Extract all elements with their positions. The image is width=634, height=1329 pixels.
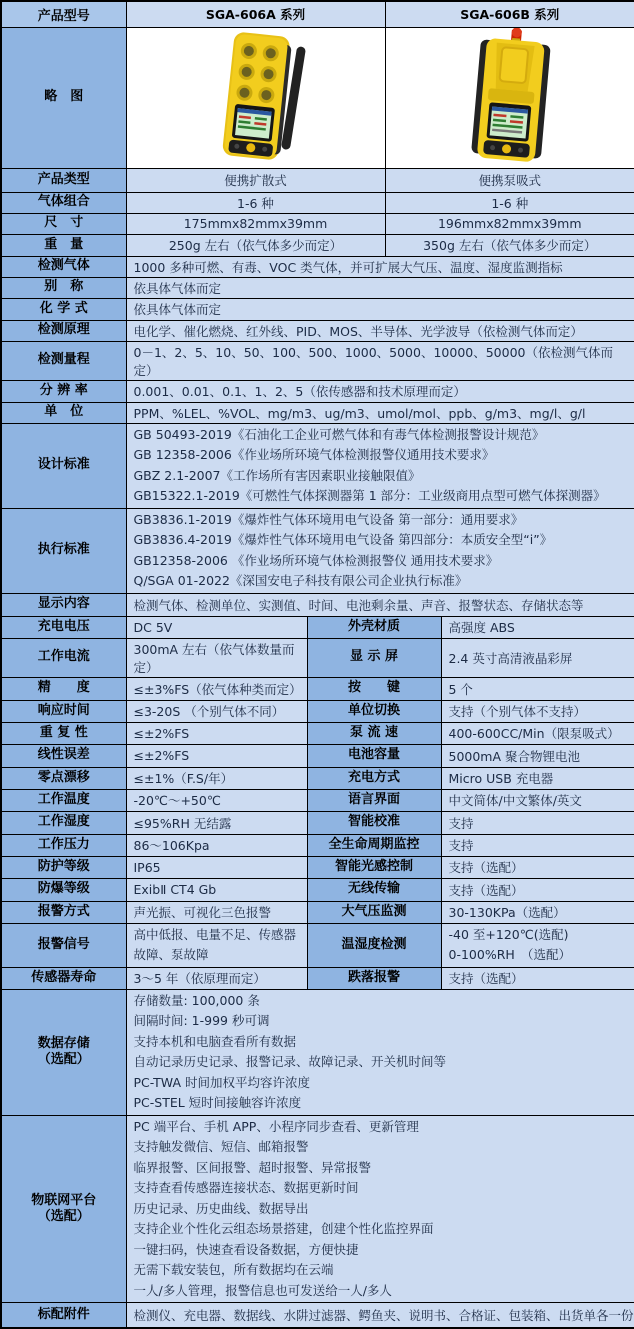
standard-line: GBZ 2.1-2007《工作场所有害因素职业接触限值》 (133, 467, 421, 483)
row-label-2: 充电方式 (307, 767, 441, 789)
row-label: 气体组合 (1, 192, 126, 213)
row-value-2: 中文简体/中文繁体/英文 (441, 789, 634, 811)
device-a-image-cell (126, 27, 385, 168)
row-product-type (1, 168, 634, 192)
iot-platform-list (126, 1115, 634, 1303)
row-label-2: 外壳材质 (307, 616, 441, 638)
row-execution-standards (1, 508, 634, 593)
row-value-2: 高强度 ABS (441, 616, 634, 638)
row-label: 重 量 (1, 234, 126, 256)
row-value-b: 350g 左右（依气体多少而定） (385, 234, 634, 256)
row-label-2: 语言界面 (307, 789, 441, 811)
row-value-2: 400-600CC/Min（限泵吸式） (441, 722, 634, 744)
row-value-2: 30-130KPa（选配） (441, 901, 634, 923)
row-value-1: 86～106Kpa (126, 834, 307, 856)
row-label: 化 学 式 (1, 298, 126, 320)
row-working-humidity (1, 811, 634, 834)
row-explosion-proof-rating (1, 878, 634, 901)
row-gas-combination (1, 192, 634, 213)
row-label-1: 充电电压 (1, 616, 126, 638)
row-value-2: Micro USB 充电器 (441, 767, 634, 789)
row-label-1: 传感器寿命 (1, 967, 126, 989)
standard-line: Q/SGA 01-2022《深国安电子科技有限公司企业执行标准》 (133, 573, 468, 588)
data-storage-label: 数据存储 (37, 1035, 90, 1051)
feature-line: PC-STEL 短时间接触容许浓度 (133, 1095, 302, 1110)
row-value-2: 支持（选配） (441, 967, 634, 989)
row-value-2 (441, 923, 634, 967)
row-value-2: 5 个 (441, 677, 634, 700)
data-storage-list (126, 989, 634, 1115)
row-label-2: 电池容量 (307, 744, 441, 767)
standard-line: GB12358-2006 《作业场所环境气体检测报警仪 通用技术要求》 (133, 552, 499, 568)
row-value-2: 支持（选配） (441, 878, 634, 901)
row-response-time (1, 700, 634, 722)
row-label-1: 工作湿度 (1, 811, 126, 834)
row-value-b: 便携泵吸式 (385, 168, 634, 192)
row-detection-range (1, 341, 634, 380)
row-linearity-error (1, 744, 634, 767)
row-working-pressure (1, 834, 634, 856)
design-standards-list (126, 423, 634, 508)
row-value-1: ≤±2%FS (126, 744, 307, 767)
row-label: 检测气体 (1, 256, 126, 277)
row-label (1, 989, 126, 1115)
row-value-a: 1-6 种 (126, 192, 385, 213)
row-label-2: 温湿度检测 (307, 923, 441, 967)
feature-line: 一人/多人管理，报警信息也可发送给一人/多人 (133, 1282, 392, 1298)
feature-line: 支持触发微信、短信、邮箱报警 (133, 1139, 309, 1154)
row-value-1: 300mA 左右（依气体数量而定） (126, 638, 307, 677)
row-value-2: 支持 (441, 834, 634, 856)
row-alarm-mode (1, 901, 634, 923)
row-working-temperature (1, 789, 634, 811)
row-value-a: 250g 左右（依气体多少而定） (126, 234, 385, 256)
row-label: 检测原理 (1, 320, 126, 341)
row-label-2: 大气压监测 (307, 901, 441, 923)
row-resolution (1, 380, 634, 402)
row-units (1, 402, 634, 423)
row-label: 单 位 (1, 402, 126, 423)
row-value: 检测气体、检测单位、实测值、时间、电池剩余量、声音、报警状态、存储状态等 (126, 593, 634, 616)
row-label-1: 线性误差 (1, 744, 126, 767)
row-value-b: 196mmx82mmx39mm (385, 213, 634, 234)
row-value-b: 1-6 种 (385, 192, 634, 213)
row-value-2: 支持（个别气体不支持） (441, 700, 634, 722)
row-value-1: ≤±3%FS（依气体种类而定） (126, 677, 307, 700)
row-value-1: IP65 (126, 856, 307, 878)
row-value-1: DC 5V (126, 616, 307, 638)
row-value-1: ExibⅡ CT4 Gb (126, 878, 307, 901)
row-accuracy (1, 677, 634, 700)
feature-line: 支持查看传感器连接状态、数据更新时间 (133, 1180, 359, 1195)
row-label-2: 跌落报警 (307, 967, 441, 989)
feature-line: 支持企业个性化云组态场景搭建，创建个性化监控界面 (133, 1221, 434, 1236)
row-label: 执行标准 (1, 508, 126, 593)
row-label (1, 1115, 126, 1303)
row-label-1: 防爆等级 (1, 878, 126, 901)
optional-tag: （选配） (37, 1052, 90, 1067)
row-label-1: 工作压力 (1, 834, 126, 856)
row-label: 尺 寸 (1, 213, 126, 234)
row-value-2: 支持（选配） (441, 856, 634, 878)
temp-range-value: -40 至+120℃(选配) (448, 927, 569, 942)
row-label-2: 智能校准 (307, 811, 441, 834)
row-value-1: 高中低报、电量不足、传感器故障、泵故障 (126, 923, 307, 967)
row-value: 检测仪、充电器、数据线、水阱过滤器、鳄鱼夹、说明书、合格证、包装箱、出货单各一份 (126, 1303, 634, 1328)
row-standard-accessories (1, 1303, 634, 1328)
row-value-2: 支持 (441, 811, 634, 834)
row-label-1: 工作电流 (1, 638, 126, 677)
row-value-1: ≤±2%FS (126, 722, 307, 744)
row-value-1: -20℃～+50℃ (126, 789, 307, 811)
row-chemical-formula (1, 298, 634, 320)
row-design-standards (1, 423, 634, 508)
row-charging-voltage (1, 616, 634, 638)
row-label-2: 显 示 屏 (307, 638, 441, 677)
row-label: 分 辨 率 (1, 380, 126, 402)
device-a-image (186, 28, 326, 164)
feature-line: 无需下载安装包，所有数据均在云端 (133, 1262, 334, 1277)
row-label-1: 工作温度 (1, 789, 126, 811)
row-value: 依具体气体而定 (126, 298, 634, 320)
row-weight (1, 234, 634, 256)
standard-line: GB 50493-2019《石油化工企业可燃气体和有毒气体检测报警设计规范》 (133, 426, 545, 442)
model-b-name: SGA-606B 系列 (385, 1, 634, 27)
row-display-content (1, 593, 634, 616)
row-label-1: 响应时间 (1, 700, 126, 722)
row-label: 别 称 (1, 277, 126, 298)
row-label: 设计标准 (1, 423, 126, 508)
row-value-1: 声光振、可视化三色报警 (126, 901, 307, 923)
row-value: 1000 多种可燃、有毒、VOC 类气体，并可扩展大气压、温度、湿度监测指标 (126, 256, 634, 277)
row-alarm-signal (1, 923, 634, 967)
standard-line: GB15322.1-2019《可燃性气体探测器第 1 部分：工业级商用点型可燃气体探测器》 (133, 488, 606, 503)
feature-line: 支持本机和电脑查看所有数据 (133, 1033, 297, 1049)
row-zero-drift (1, 767, 634, 789)
row-label: 标配附件 (1, 1303, 126, 1328)
row-value: 依具体气体而定 (126, 277, 634, 298)
device-b-image-cell (385, 27, 634, 168)
standard-line: GB3836.1-2019《爆炸性气体环境用电气设备 第一部分：通用要求》 (133, 511, 524, 527)
row-value-1: 3～5 年（依原理而定） (126, 967, 307, 989)
row-label-2: 单位切换 (307, 700, 441, 722)
humidity-range-value: 0-100%RH （选配） (448, 947, 572, 962)
row-value-a: 便携扩散式 (126, 168, 385, 192)
feature-line: 一键扫码，快速查看设备数据，方便快捷 (133, 1241, 359, 1257)
row-label-2: 按 键 (307, 677, 441, 700)
row-protection-rating (1, 856, 634, 878)
row-label: 显示内容 (1, 593, 126, 616)
row-label: 检测量程 (1, 341, 126, 380)
row-label-2: 全生命周期监控 (307, 834, 441, 856)
feature-line: 自动记录历史记录、报警记录、故障记录、开关机时间等 (133, 1054, 447, 1069)
row-value-1: ≤±1%（F.S/年） (126, 767, 307, 789)
row-iot-platform (1, 1115, 634, 1303)
row-label-1: 报警方式 (1, 901, 126, 923)
feature-line: 间隔时间: 1-999 秒可调 (133, 1013, 270, 1028)
model-a-name: SGA-606A 系列 (126, 1, 385, 27)
feature-line: 存储数量: 100,000 条 (133, 992, 260, 1008)
row-label-1: 防护等级 (1, 856, 126, 878)
row-product-model (1, 1, 634, 27)
row-sketch (1, 27, 634, 168)
row-detection-principle (1, 320, 634, 341)
row-value-1: ≤95%RH 无结露 (126, 811, 307, 834)
feature-line: PC-TWA 时间加权平均容许浓度 (133, 1074, 310, 1090)
row-value: 0.001、0.01、0.1、1、2、5（依传感器和技术原理而定） (126, 380, 634, 402)
row-working-current (1, 638, 634, 677)
row-value: 电化学、催化燃烧、红外线、PID、MOS、半导体、光学波导（依检测气体而定） (126, 320, 634, 341)
row-label-1: 零点漂移 (1, 767, 126, 789)
row-label-2: 泵 流 速 (307, 722, 441, 744)
row-value-2: 2.4 英寸高清液晶彩屏 (441, 638, 634, 677)
row-value-2: 5000mA 聚合物锂电池 (441, 744, 634, 767)
row-label-2: 无线传输 (307, 878, 441, 901)
row-value: PPM、%LEL、%VOL、mg/m3、ug/m3、umol/mol、ppb、g/m3、mg/l、g/l (126, 402, 634, 423)
standard-line: GB 12358-2006《作业场所环境气体检测报警仪通用技术要求》 (133, 447, 495, 462)
row-value: 0－1、2、5、10、50、100、500、1000、5000、10000、50000（依检测气体而定） (126, 341, 634, 380)
row-data-storage (1, 989, 634, 1115)
device-b-image (440, 28, 580, 164)
execution-standards-list (126, 508, 634, 593)
row-label: 产品类型 (1, 168, 126, 192)
row-sensor-life (1, 967, 634, 989)
row-label-1: 精 度 (1, 677, 126, 700)
row-label-1: 重 复 性 (1, 722, 126, 744)
feature-line: PC 端平台、手机 APP、小程序同步查看、更新管理 (133, 1118, 419, 1134)
row-dimensions (1, 213, 634, 234)
standard-line: GB3836.4-2019《爆炸性气体环境用电气设备 第四部分：本质安全型“i”》 (133, 532, 553, 547)
row-repeatability (1, 722, 634, 744)
row-alias (1, 277, 634, 298)
product-model-label: 产品型号 (1, 1, 126, 27)
row-label-2: 智能光感控制 (307, 856, 441, 878)
feature-line: 临界报警、区间报警、超时报警、异常报警 (133, 1159, 372, 1175)
feature-line: 历史记录、历史曲线、数据导出 (133, 1200, 309, 1216)
iot-platform-label: 物联网平台 (31, 1192, 97, 1208)
row-value-1: ≤3-20S （个别气体不同） (126, 700, 307, 722)
optional-tag: （选配） (37, 1208, 90, 1224)
sketch-label: 略 图 (1, 27, 126, 168)
row-detected-gases (1, 256, 634, 277)
row-label-1: 报警信号 (1, 923, 126, 967)
row-value-a: 175mmx82mmx39mm (126, 213, 385, 234)
